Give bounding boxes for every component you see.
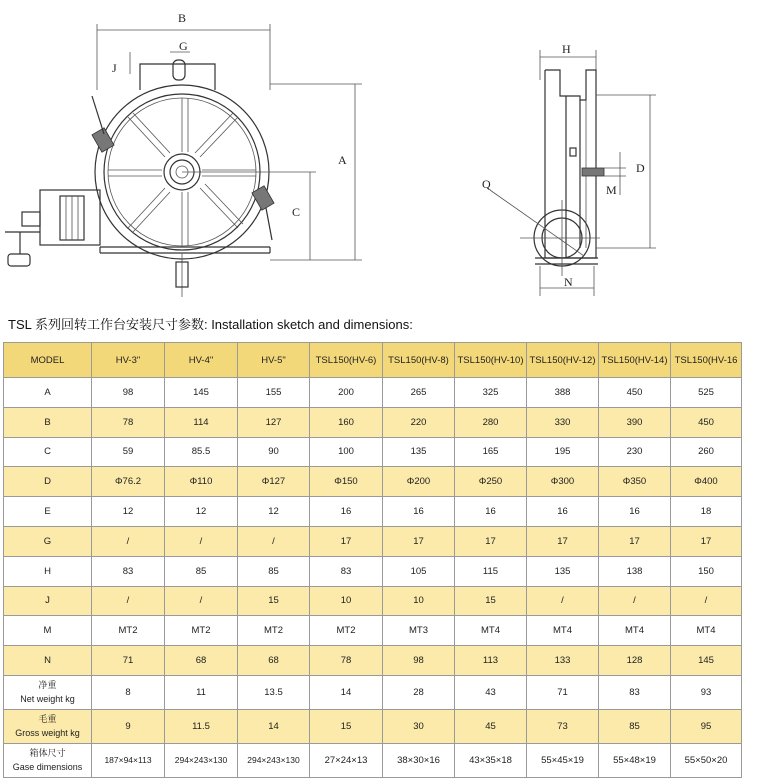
- table-cell: Φ300: [527, 467, 599, 497]
- table-cell: 16: [527, 497, 599, 527]
- table-cell: 450: [599, 378, 671, 408]
- table-cell: 145: [671, 646, 742, 676]
- table-cell: 11.5: [165, 709, 238, 743]
- table-cell: 73: [527, 709, 599, 743]
- table-row: [4, 526, 742, 556]
- table-row: [4, 467, 742, 497]
- table-cell: 27×24×13: [310, 743, 383, 777]
- installation-sketch: [0, 0, 763, 310]
- row-label: D: [4, 467, 92, 497]
- table-cell: 83: [92, 556, 165, 586]
- table-row: [4, 709, 742, 743]
- table-cell: 280: [455, 407, 527, 437]
- table-cell: 135: [383, 437, 455, 467]
- table-cell: 28: [383, 675, 455, 709]
- table-cell: 15: [310, 709, 383, 743]
- table-cell: 133: [527, 646, 599, 676]
- header-cell: HV-3": [92, 343, 165, 378]
- table-cell: /: [165, 586, 238, 616]
- table-cell: Φ400: [671, 467, 742, 497]
- spec-table: [3, 342, 742, 778]
- row-label-en: Gase dimensions: [12, 762, 83, 773]
- table-row: [4, 556, 742, 586]
- table-cell: /: [527, 586, 599, 616]
- table-row: [4, 743, 742, 777]
- table-cell: Φ200: [383, 467, 455, 497]
- table-cell: 15: [455, 586, 527, 616]
- table-cell: 30: [383, 709, 455, 743]
- row-label-en: Gross weight kg: [15, 728, 80, 739]
- table-cell: 14: [238, 709, 310, 743]
- table-cell: 150: [671, 556, 742, 586]
- front-view: [5, 11, 362, 297]
- table-cell: MT2: [310, 616, 383, 646]
- table-cell: 138: [599, 556, 671, 586]
- table-cell: MT4: [455, 616, 527, 646]
- table-cell: 388: [527, 378, 599, 408]
- label-a: A: [338, 153, 347, 167]
- table-row: [4, 378, 742, 408]
- label-c: C: [292, 205, 301, 219]
- header-cell: TSL150(HV-16: [671, 343, 742, 378]
- table-cell: 16: [455, 497, 527, 527]
- table-cell: 265: [383, 378, 455, 408]
- table-cell: 16: [599, 497, 671, 527]
- spec-table-container: [0, 342, 741, 773]
- row-label: B: [4, 407, 92, 437]
- table-cell: 17: [527, 526, 599, 556]
- table-cell: MT4: [527, 616, 599, 646]
- section-title: TSL 系列回转工作台安装尺寸参数: Installation sketch and dimensions:: [8, 317, 413, 332]
- table-cell: 114: [165, 407, 238, 437]
- table-cell: 17: [455, 526, 527, 556]
- header-cell: TSL150(HV-6): [310, 343, 383, 378]
- table-header-row: [4, 343, 742, 378]
- row-label-cn: 箱体尺寸: [29, 748, 66, 759]
- table-cell: /: [165, 526, 238, 556]
- table-cell: 195: [527, 437, 599, 467]
- table-cell: 187×94×113: [92, 743, 165, 777]
- table-cell: 71: [527, 675, 599, 709]
- table-cell: 17: [599, 526, 671, 556]
- table-cell: 450: [671, 407, 742, 437]
- table-cell: 55×48×19: [599, 743, 671, 777]
- table-cell: /: [92, 586, 165, 616]
- table-cell: 294×243×130: [238, 743, 310, 777]
- row-label-cn: 净重: [38, 680, 57, 691]
- table-row: [4, 675, 742, 709]
- table-cell: Φ250: [455, 467, 527, 497]
- row-label: C: [4, 437, 92, 467]
- table-cell: MT2: [92, 616, 165, 646]
- table-cell: 55×45×19: [527, 743, 599, 777]
- row-label: M: [4, 616, 92, 646]
- table-cell: 45: [455, 709, 527, 743]
- table-cell: 18: [671, 497, 742, 527]
- table-cell: Φ110: [165, 467, 238, 497]
- table-cell: 9: [92, 709, 165, 743]
- table-cell: MT2: [238, 616, 310, 646]
- table-cell: 105: [383, 556, 455, 586]
- table-cell: 17: [671, 526, 742, 556]
- label-b: B: [178, 11, 187, 25]
- table-cell: 11: [165, 675, 238, 709]
- table-cell: 68: [165, 646, 238, 676]
- table-body: [4, 378, 742, 778]
- table-cell: 325: [455, 378, 527, 408]
- table-cell: 220: [383, 407, 455, 437]
- table-cell: 13.5: [238, 675, 310, 709]
- row-label: J: [4, 586, 92, 616]
- table-row: [4, 586, 742, 616]
- label-q: Q: [482, 177, 491, 191]
- row-label-cn: 毛重: [38, 714, 57, 725]
- table-cell: 93: [671, 675, 742, 709]
- label-h: H: [562, 42, 571, 56]
- table-cell: 128: [599, 646, 671, 676]
- table-cell: 15: [238, 586, 310, 616]
- table-cell: /: [599, 586, 671, 616]
- table-cell: MT2: [165, 616, 238, 646]
- row-label: G: [4, 526, 92, 556]
- table-cell: 78: [310, 646, 383, 676]
- header-cell: TSL150(HV-8): [383, 343, 455, 378]
- table-cell: 10: [310, 586, 383, 616]
- table-cell: 95: [671, 709, 742, 743]
- table-cell: 135: [527, 556, 599, 586]
- table-cell: 12: [165, 497, 238, 527]
- table-cell: 16: [310, 497, 383, 527]
- table-cell: 59: [92, 437, 165, 467]
- label-d: D: [636, 161, 645, 175]
- label-n: N: [564, 275, 573, 289]
- table-cell: 200: [310, 378, 383, 408]
- table-row: [4, 407, 742, 437]
- table-cell: 98: [383, 646, 455, 676]
- table-cell: 43: [455, 675, 527, 709]
- table-cell: 98: [92, 378, 165, 408]
- table-cell: 145: [165, 378, 238, 408]
- table-cell: 127: [238, 407, 310, 437]
- table-row: [4, 497, 742, 527]
- table-cell: 155: [238, 378, 310, 408]
- table-cell: 100: [310, 437, 383, 467]
- table-row: [4, 616, 742, 646]
- table-cell: /: [92, 526, 165, 556]
- table-cell: 294×243×130: [165, 743, 238, 777]
- table-cell: 330: [527, 407, 599, 437]
- table-cell: 260: [671, 437, 742, 467]
- table-cell: 43×35×18: [455, 743, 527, 777]
- row-label: [4, 743, 92, 777]
- table-cell: 55×50×20: [671, 743, 742, 777]
- table-cell: Φ127: [238, 467, 310, 497]
- table-cell: Φ150: [310, 467, 383, 497]
- table-cell: 71: [92, 646, 165, 676]
- table-cell: MT4: [671, 616, 742, 646]
- table-cell: 160: [310, 407, 383, 437]
- table-cell: 68: [238, 646, 310, 676]
- table-cell: 10: [383, 586, 455, 616]
- header-cell: MODEL: [4, 343, 92, 378]
- table-cell: 230: [599, 437, 671, 467]
- label-j: J: [112, 61, 117, 75]
- table-cell: 525: [671, 378, 742, 408]
- table-cell: 17: [383, 526, 455, 556]
- row-label: [4, 709, 92, 743]
- table-cell: /: [238, 526, 310, 556]
- table-row: [4, 437, 742, 467]
- table-row: [4, 646, 742, 676]
- table-cell: 83: [310, 556, 383, 586]
- row-label: [4, 675, 92, 709]
- table-cell: 83: [599, 675, 671, 709]
- table-cell: 12: [238, 497, 310, 527]
- row-label: A: [4, 378, 92, 408]
- table-cell: 165: [455, 437, 527, 467]
- row-label: N: [4, 646, 92, 676]
- header-cell: TSL150(HV-12): [527, 343, 599, 378]
- table-cell: 8: [92, 675, 165, 709]
- table-cell: 85: [599, 709, 671, 743]
- table-cell: MT4: [599, 616, 671, 646]
- table-cell: 12: [92, 497, 165, 527]
- table-cell: 115: [455, 556, 527, 586]
- table-cell: 85: [165, 556, 238, 586]
- table-cell: 85: [238, 556, 310, 586]
- header-cell: HV-5": [238, 343, 310, 378]
- table-cell: 14: [310, 675, 383, 709]
- table-cell: 85.5: [165, 437, 238, 467]
- label-g: G: [179, 39, 188, 53]
- table-cell: MT3: [383, 616, 455, 646]
- table-cell: 17: [310, 526, 383, 556]
- table-cell: 38×30×16: [383, 743, 455, 777]
- label-m: M: [606, 183, 617, 197]
- header-cell: TSL150(HV-14): [599, 343, 671, 378]
- row-label-en: Net weight kg: [20, 694, 75, 705]
- table-cell: 113: [455, 646, 527, 676]
- table-cell: Φ76.2: [92, 467, 165, 497]
- table-cell: 90: [238, 437, 310, 467]
- row-label: E: [4, 497, 92, 527]
- table-cell: /: [671, 586, 742, 616]
- table-cell: 390: [599, 407, 671, 437]
- table-cell: 16: [383, 497, 455, 527]
- header-cell: HV-4": [165, 343, 238, 378]
- table-cell: 78: [92, 407, 165, 437]
- table-cell: Φ350: [599, 467, 671, 497]
- side-view: [482, 42, 656, 296]
- row-label: H: [4, 556, 92, 586]
- header-cell: TSL150(HV-10): [455, 343, 527, 378]
